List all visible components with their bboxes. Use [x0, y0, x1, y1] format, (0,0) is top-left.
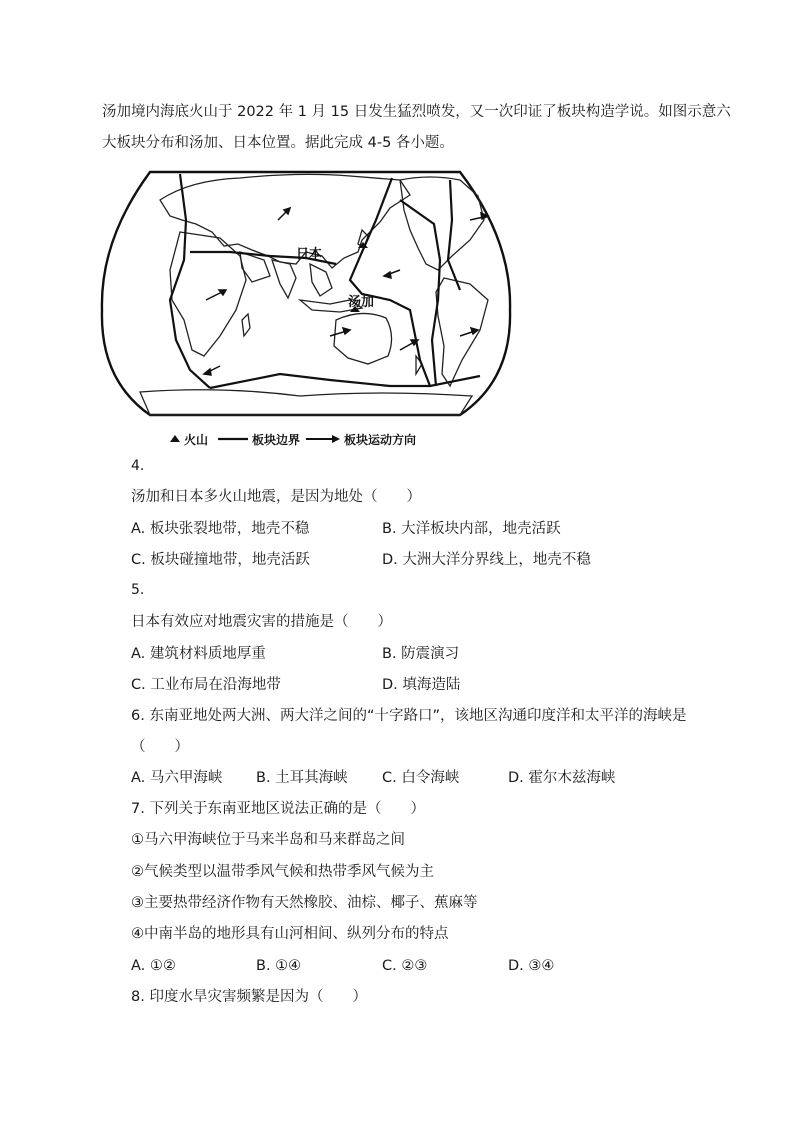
q4-option-d: D. 大洲大洋分界线上，地壳不稳: [382, 552, 591, 568]
q7-statement-3: ③主要热带经济作物有天然橡胶、油棕、椰子、蕉麻等: [131, 895, 478, 911]
q4-stem: 汤加和日本多火山地震，是因为地处（ ）: [131, 489, 421, 505]
intro-line-2: 大板块分布和汤加、日本位置。据此完成 4-5 各小题。: [102, 135, 454, 151]
q7-statement-4: ④中南半岛的地形具有山河相间、纵列分布的特点: [131, 926, 449, 942]
legend-motion-arrow-head: [332, 435, 340, 443]
q5-number: 5.: [131, 582, 145, 598]
q7-option-c: C. ②③: [382, 958, 428, 974]
q8-stem: 8. 印度水旱灾害频繁是因为（ ）: [131, 989, 367, 1005]
map-legend: [170, 432, 416, 447]
q6-option-d: D. 霍尔木兹海峡: [508, 770, 616, 786]
world-plate-map: [100, 160, 512, 452]
legend-volcano-icon: [170, 435, 180, 442]
q5-option-a: A. 建筑材料质地厚重: [131, 646, 266, 662]
q6-option-b: B. 土耳其海峡: [256, 770, 348, 786]
q5-option-c: C. 工业布局在沿海地带: [131, 677, 281, 693]
label-japan: 日本: [296, 247, 323, 262]
q7-statement-2: ②气候类型以温带季风气候和热带季风气候为主: [131, 864, 434, 880]
q6-stem: 6. 东南亚地处两大洲、两大洋之间的“十字路口”，该地区沟通印度洋和太平洋的海峡是: [131, 708, 687, 724]
q4-number: 4.: [131, 458, 145, 474]
q7-stem: 7. 下列关于东南亚地区说法正确的是（ ）: [131, 801, 425, 817]
q4-option-b: B. 大洋板块内部，地壳活跃: [382, 521, 561, 537]
legend-motion: 板块运动方向: [344, 433, 417, 447]
q7-option-d: D. ③④: [508, 958, 555, 974]
q7-option-a: A. ①②: [131, 958, 176, 974]
q6-option-c: C. 白令海峡: [382, 770, 460, 786]
q6-option-a: A. 马六甲海峡: [131, 770, 223, 786]
legend-volcano: 火山: [184, 433, 209, 447]
q4-option-c: C. 板块碰撞地带，地壳活跃: [131, 552, 310, 568]
q4-option-a: A. 板块张裂地带，地壳不稳: [131, 521, 310, 537]
q7-statement-1: ①马六甲海峡位于马来半岛和马来群岛之间: [131, 832, 405, 848]
q5-option-b: B. 防震演习: [382, 646, 460, 662]
q7-option-b: B. ①④: [256, 958, 302, 974]
q6-paren: （ ）: [131, 739, 189, 755]
intro-line-1: 汤加境内海底火山于 2022 年 1 月 15 日发生猛烈喷发，又一次印证了板块构造学说。如图示意六: [102, 104, 731, 120]
legend-boundary: 板块边界: [252, 433, 301, 447]
q5-stem: 日本有效应对地震灾害的措施是（ ）: [131, 614, 392, 630]
plate-map-figure: [100, 160, 512, 452]
label-tonga: 汤加: [348, 295, 375, 310]
q5-option-d: D. 填海造陆: [382, 677, 461, 693]
map-frame: [102, 172, 510, 415]
